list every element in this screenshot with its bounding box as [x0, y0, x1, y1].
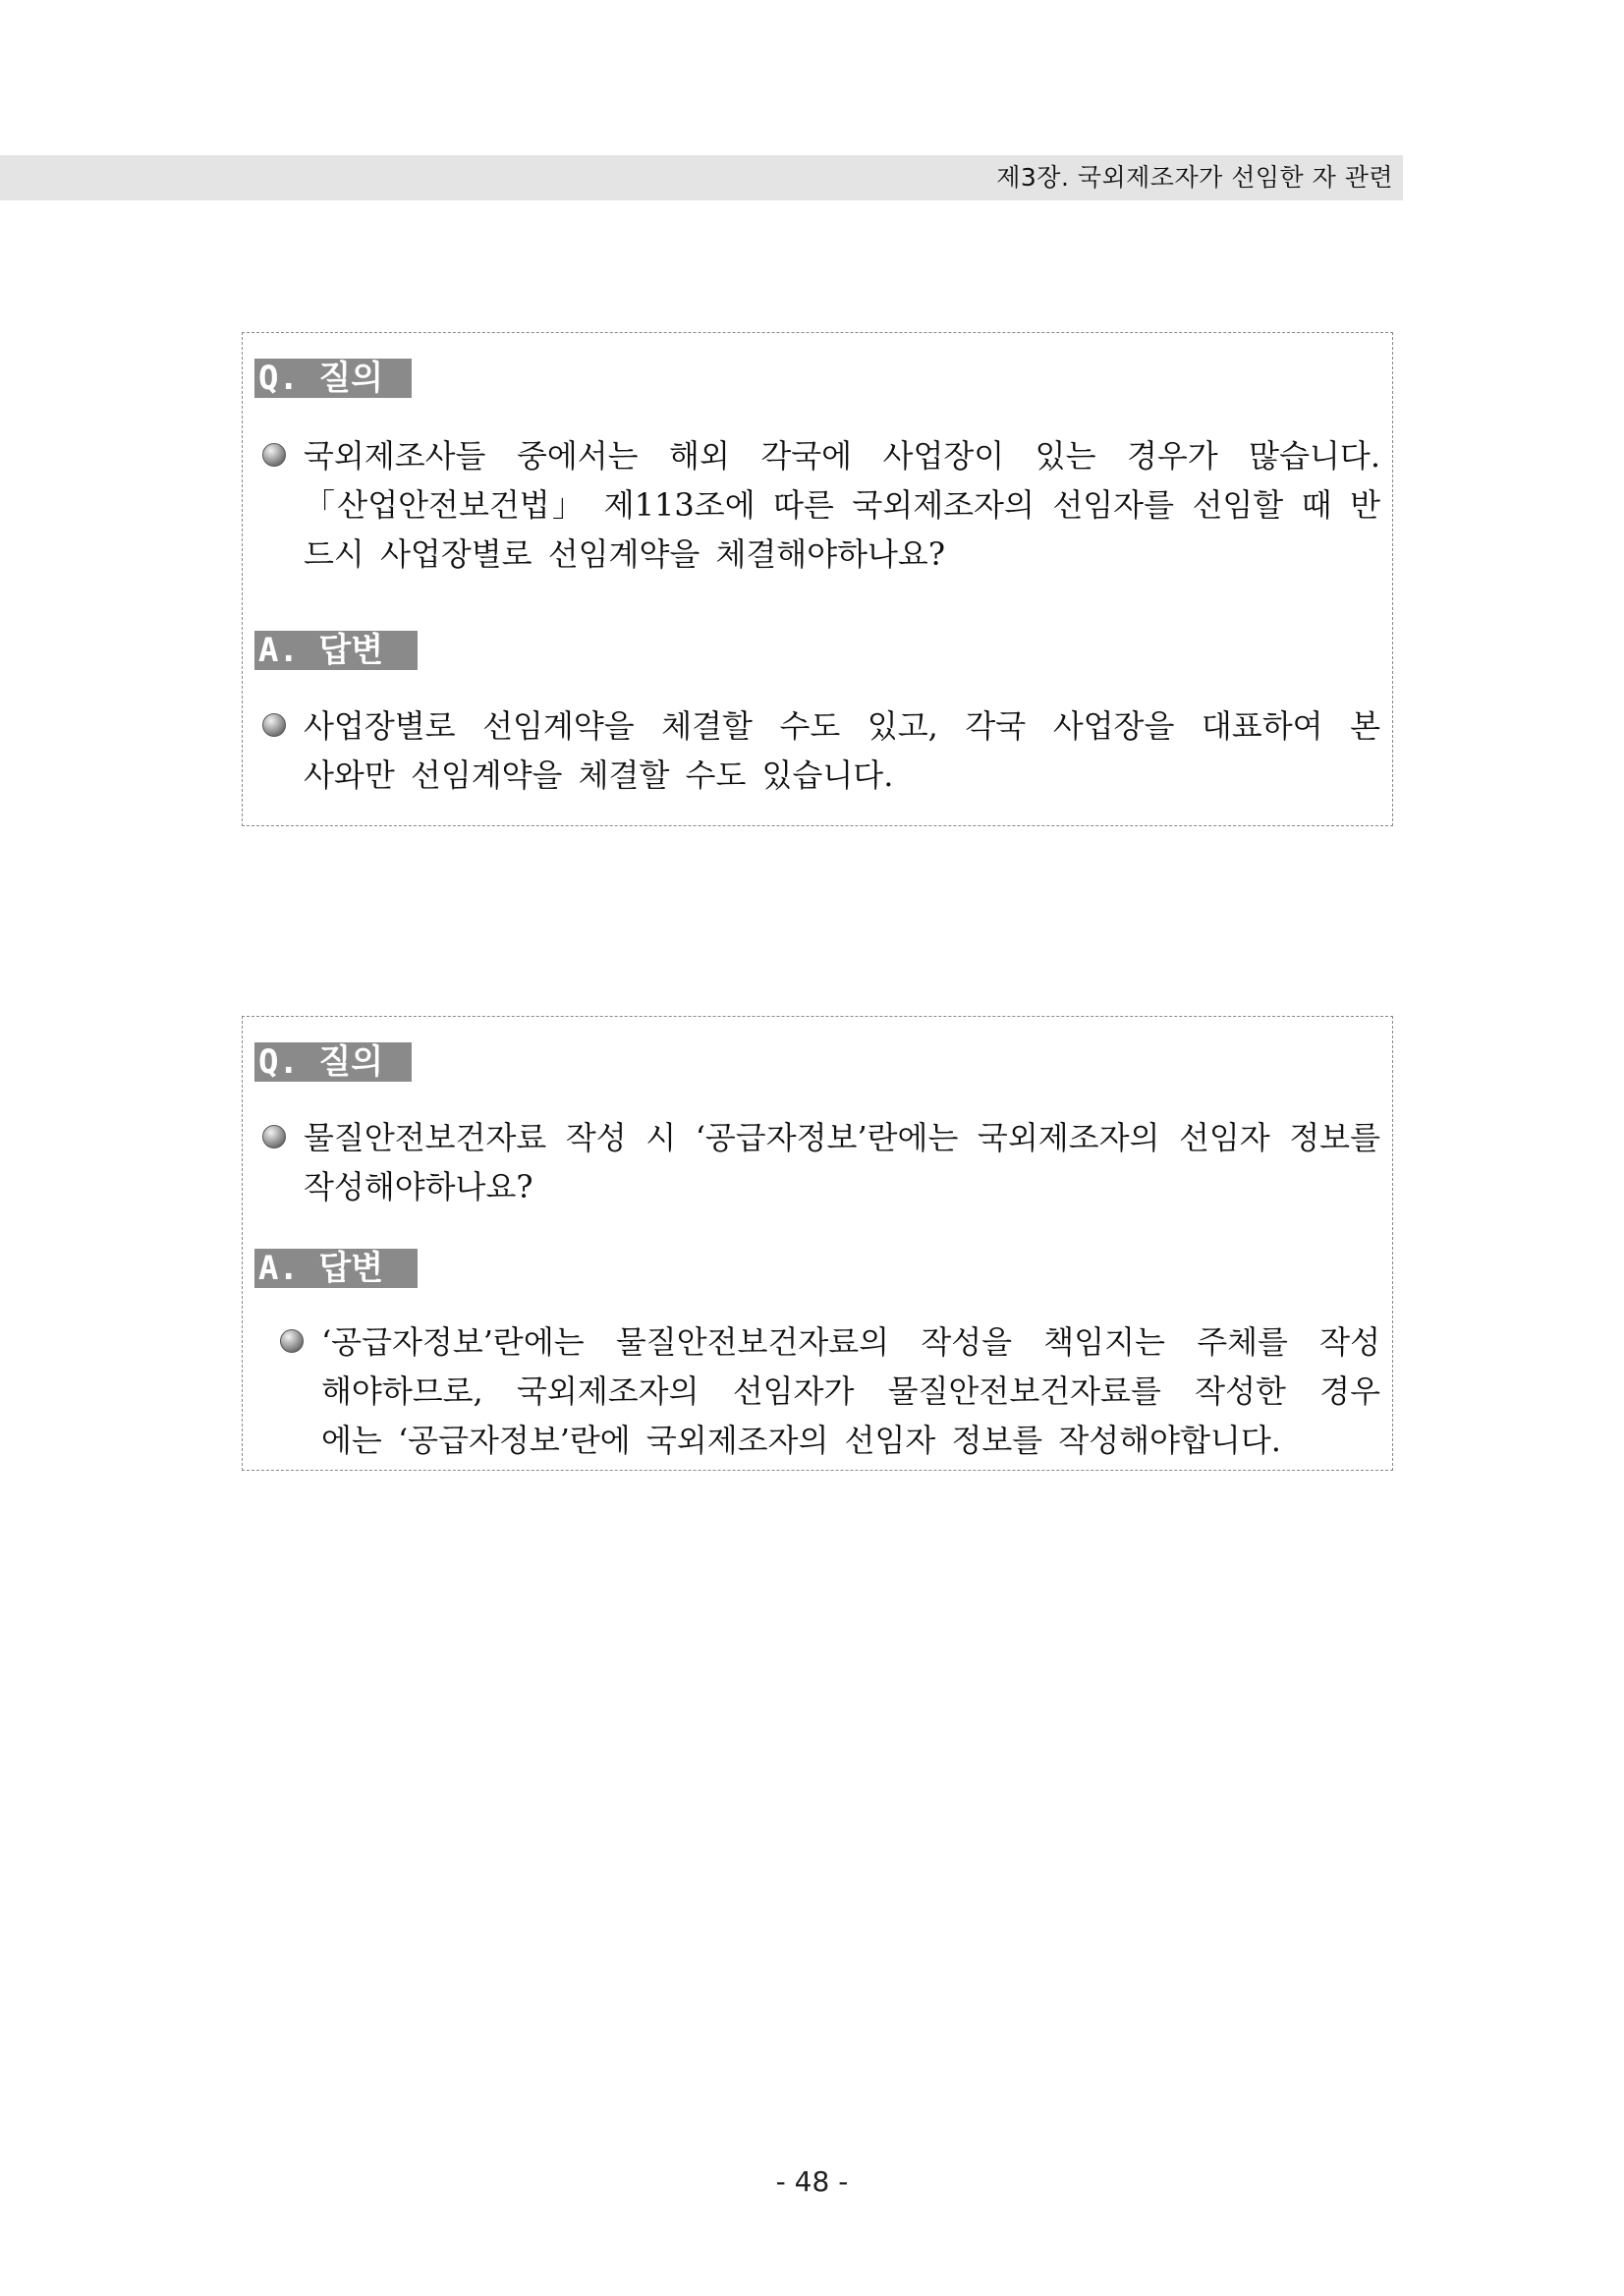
bullet-icon	[262, 713, 286, 737]
page-number: - 48 -	[775, 2165, 849, 2198]
bullet-icon	[262, 443, 286, 467]
question-item	[304, 1113, 1380, 1211]
question-line: 「산업안전보건법」 제113조에 따른 국외제조자의 선임자를 선임할 때 반	[304, 486, 1380, 524]
bullet-icon	[262, 1125, 286, 1148]
question-label: Q. 질의	[254, 1042, 412, 1082]
question-label: Q. 질의	[254, 359, 412, 398]
answer-label: A. 답변	[254, 631, 418, 670]
answer-item	[304, 701, 1380, 800]
answer-line: 에는 ‘공급자정보’란에 국외제조자의 선임자 정보를 작성해야합니다.	[321, 1422, 1281, 1459]
question-text	[304, 1113, 1380, 1211]
answer-text	[304, 701, 1380, 800]
chapter-header-band	[0, 155, 1403, 200]
question-line: 작성해야하나요?	[304, 1168, 533, 1205]
bullet-icon	[280, 1329, 304, 1353]
answer-line: ‘공급자정보’란에는 물질안전보건자료의 작성을 책임지는 주체를 작성	[321, 1323, 1380, 1361]
answer-line: 사와만 선임계약을 체결할 수도 있습니다.	[304, 756, 894, 794]
question-line: 물질안전보건자료 작성 시 ‘공급자정보’란에는 국외제조자의 선임자 정보를	[304, 1119, 1380, 1156]
answer-text	[321, 1317, 1380, 1465]
question-line: 드시 사업장별로 선임계약을 체결해야하나요?	[304, 535, 946, 573]
qa-block-1	[242, 332, 1393, 826]
chapter-title: 제3장. 국외제조자가 선임한 자 관련	[996, 163, 1393, 192]
question-item	[304, 431, 1380, 579]
answer-item	[321, 1317, 1380, 1465]
answer-label: A. 답변	[254, 1249, 418, 1288]
question-line: 국외제조사들 중에서는 해외 각국에 사업장이 있는 경우가 많습니다.	[304, 437, 1380, 475]
question-text	[304, 431, 1380, 579]
answer-line: 해야하므로, 국외제조자의 선임자가 물질안전보건자료를 작성한 경우	[321, 1372, 1380, 1410]
qa-block-2	[242, 1016, 1393, 1471]
answer-line: 사업장별로 선임계약을 체결할 수도 있고, 각국 사업장을 대표하여 본	[304, 707, 1380, 745]
